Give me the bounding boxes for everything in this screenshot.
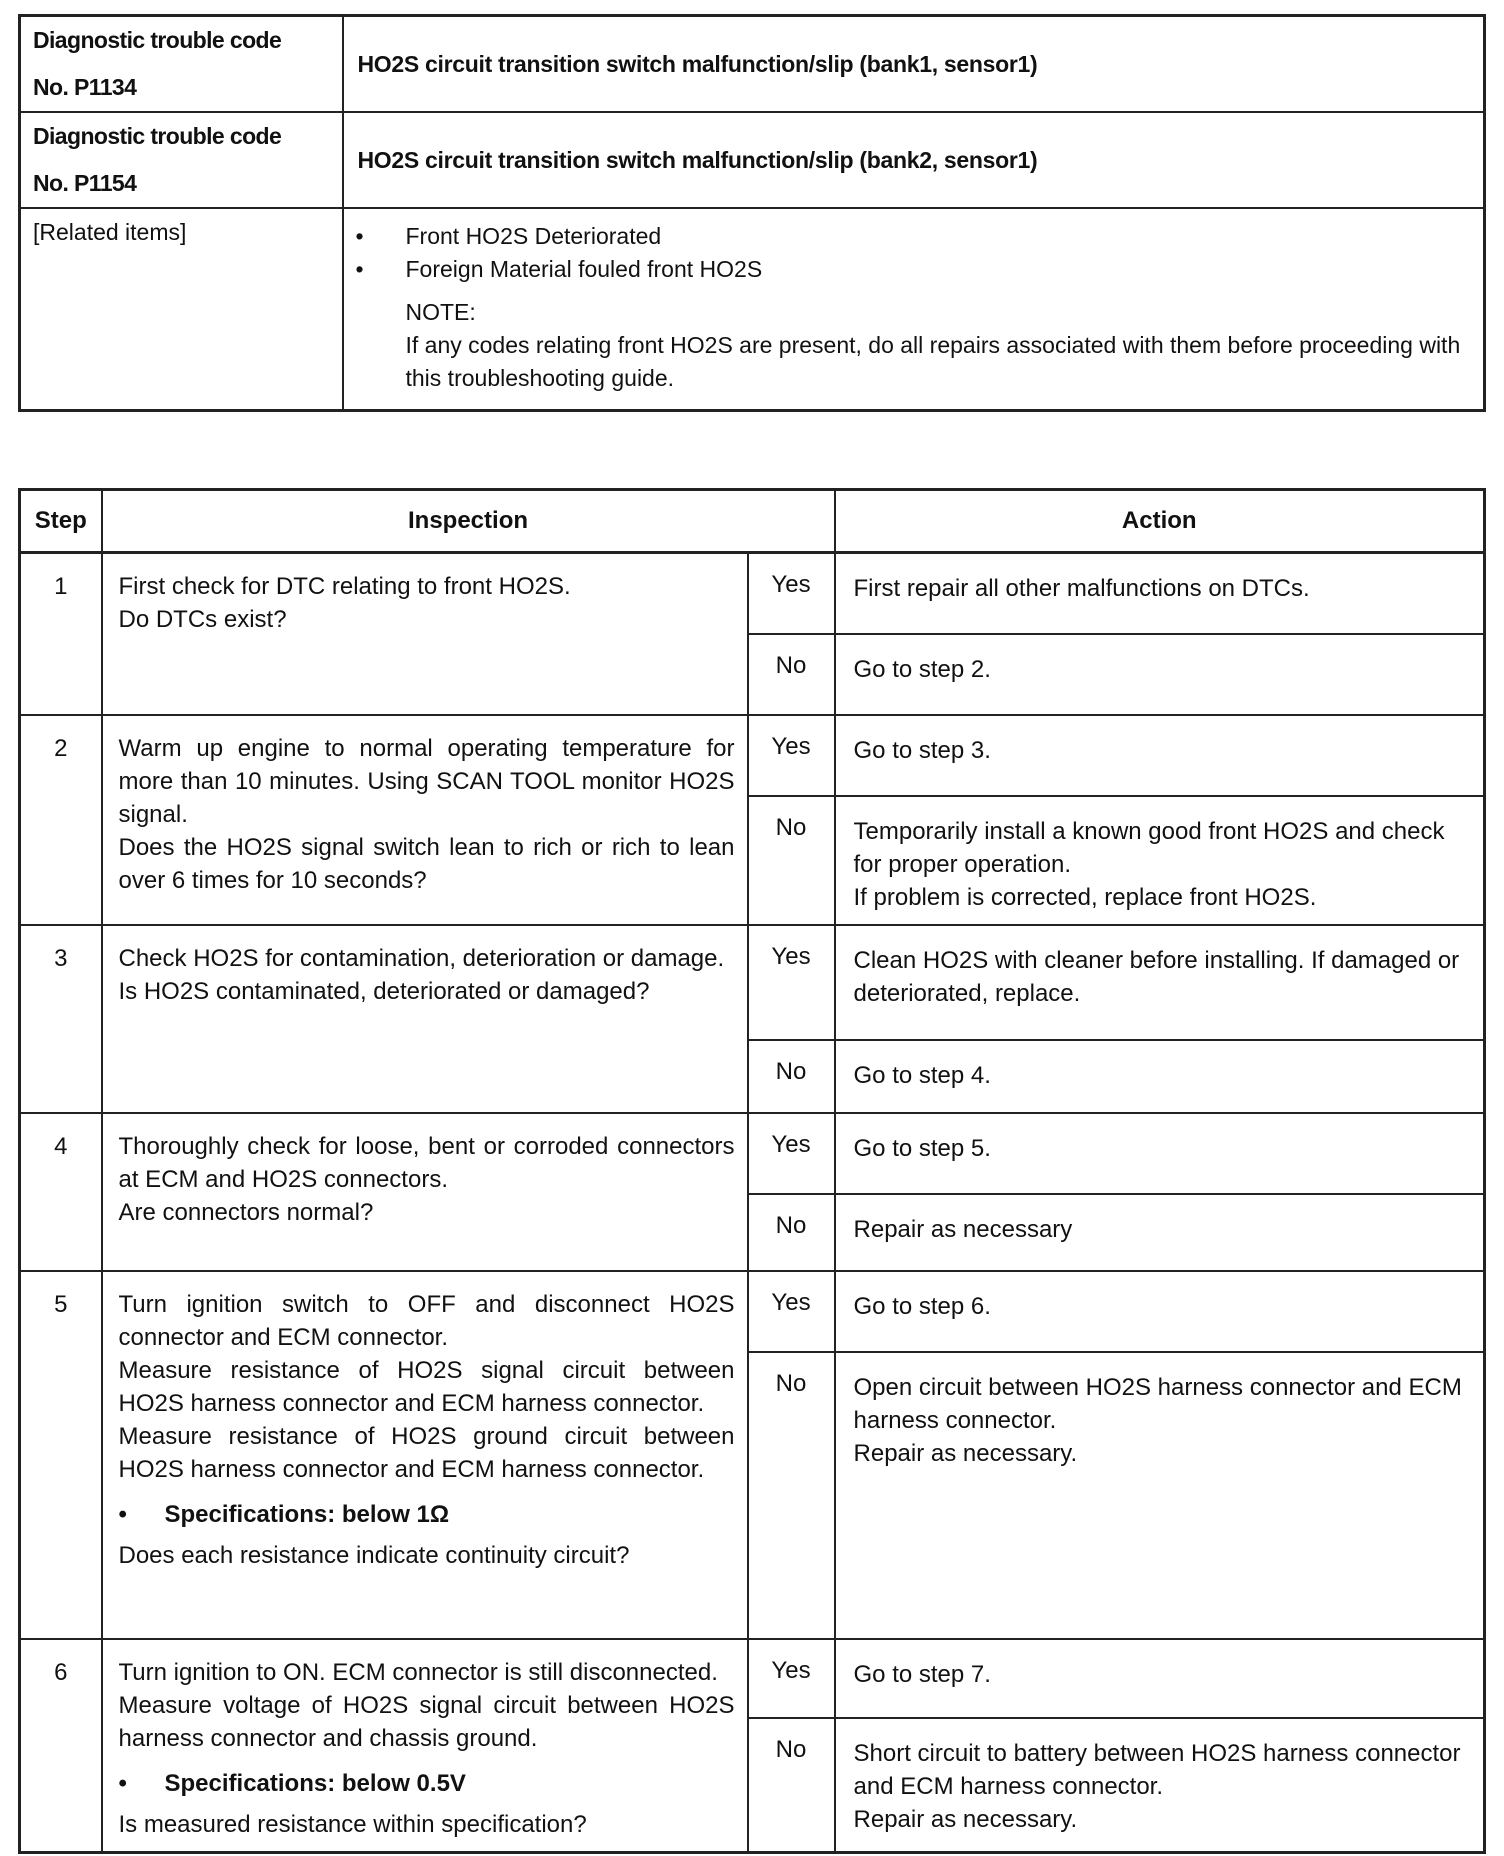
inspection-text: Measure resistance of HO2S ground circuit between HO2S harness connector and ECM harness connector. <box>118 1423 735 1483</box>
inspection-question: Is measured resistance within specification? <box>118 1811 587 1838</box>
inspection-text: Warm up engine to normal operating temperature for more than 10 minutes. Using SCAN TOOL monitor HO2S signal. <box>118 735 735 828</box>
related-items-row <box>20 208 1485 411</box>
action-text: If problem is corrected, replace front HO2S. <box>853 884 1317 911</box>
note-block <box>356 296 1470 395</box>
yes-label: Yes <box>748 1271 835 1352</box>
inspection-text: Measure resistance of HO2S signal circuit between HO2S harness connector and ECM harness connector. <box>118 1357 735 1417</box>
inspection-text: Turn ignition switch to OFF and disconnect HO2S connector and ECM connector. <box>118 1291 735 1351</box>
note-title: NOTE: <box>405 299 476 325</box>
step-number: 6 <box>20 1639 102 1853</box>
yes-label: Yes <box>748 715 835 796</box>
inspection-cell <box>102 1271 748 1639</box>
no-action <box>835 1352 1485 1639</box>
yes-action: Clean HO2S with cleaner before installing. If damaged or deteriorated, replace. <box>835 925 1485 1040</box>
dtc-label-line2: No. P1154 <box>33 170 137 196</box>
related-items-list <box>356 220 1470 286</box>
yes-action: Go to step 3. <box>835 715 1485 796</box>
header-inspection: Inspection <box>102 490 835 553</box>
dtc-code-label <box>20 16 343 113</box>
no-action: Go to step 2. <box>835 634 1485 715</box>
dtc-description: HO2S circuit transition switch malfunction/slip (bank2, sensor1) <box>343 112 1485 208</box>
action-text: Temporarily install a known good front HO2S and check for proper operation. <box>853 818 1445 878</box>
list-item <box>356 253 1470 286</box>
dtc-label-line2: No. P1134 <box>33 74 137 100</box>
action-text: Repair as necessary. <box>853 1806 1078 1833</box>
step-number: 4 <box>20 1113 102 1271</box>
inspection-text: Turn ignition to ON. ECM connector is still disconnected. <box>118 1659 718 1686</box>
inspection-text: First check for DTC relating to front HO2S. <box>118 573 571 600</box>
inspection-text: Do DTCs exist? <box>118 606 287 633</box>
bullet-icon: • <box>118 1770 127 1797</box>
yes-label: Yes <box>748 553 835 635</box>
header-action: Action <box>835 490 1485 553</box>
bullet-icon: • <box>355 256 364 282</box>
yes-action: First repair all other malfunctions on DTCs. <box>835 553 1485 635</box>
table-row <box>20 1113 1485 1194</box>
yes-action: Go to step 6. <box>835 1271 1485 1352</box>
action-text: Open circuit between HO2S harness connector and ECM harness connector. <box>853 1374 1462 1434</box>
note-text: If any codes relating front HO2S are present, do all repairs associated with them before proceeding with this troubleshooting guide. <box>405 332 1461 391</box>
yes-action: Go to step 7. <box>835 1639 1485 1718</box>
no-label: No <box>748 796 835 925</box>
yes-action: Go to step 5. <box>835 1113 1485 1194</box>
table-row <box>20 1639 1485 1718</box>
no-label: No <box>748 1352 835 1639</box>
inspection-cell <box>102 1113 748 1271</box>
specification <box>119 1498 735 1531</box>
dtc-info-table <box>18 14 1486 412</box>
no-action: Go to step 4. <box>835 1040 1485 1113</box>
step-number: 3 <box>20 925 102 1113</box>
no-action <box>835 796 1485 925</box>
troubleshooting-steps-table <box>18 488 1486 1854</box>
dtc-description: HO2S circuit transition switch malfunction/slip (bank1, sensor1) <box>343 16 1485 113</box>
no-label: No <box>748 1194 835 1271</box>
bullet-icon: • <box>118 1501 127 1528</box>
related-item-text: Front HO2S Deteriorated <box>405 223 662 249</box>
table-row <box>20 1271 1485 1352</box>
yes-label: Yes <box>748 925 835 1040</box>
inspection-text: Check HO2S for contamination, deterioration or damage. <box>118 945 725 972</box>
yes-label: Yes <box>748 1639 835 1718</box>
no-label: No <box>748 1718 835 1853</box>
specification <box>119 1767 735 1800</box>
table-header-row <box>20 490 1485 553</box>
inspection-cell <box>102 553 748 716</box>
inspection-text: Measure voltage of HO2S signal circuit between HO2S harness connector and chassis ground. <box>118 1692 735 1752</box>
dtc-row-p1154 <box>20 112 1485 208</box>
action-text: Repair as necessary. <box>853 1440 1078 1467</box>
inspection-text: Are connectors normal? <box>118 1199 374 1226</box>
inspection-text: Is HO2S contaminated, deteriorated or damaged? <box>118 978 650 1005</box>
header-step: Step <box>20 490 102 553</box>
inspection-cell <box>102 925 748 1113</box>
yes-label: Yes <box>748 1113 835 1194</box>
dtc-label-line1: Diagnostic trouble code <box>33 27 282 53</box>
no-action: Repair as necessary <box>835 1194 1485 1271</box>
related-item-text: Foreign Material fouled front HO2S <box>405 256 763 282</box>
dtc-row-p1134 <box>20 16 1485 113</box>
inspection-cell <box>102 715 748 925</box>
no-label: No <box>748 634 835 715</box>
spec-text: Specifications: below 0.5V <box>164 1770 466 1797</box>
dtc-label-line1: Diagnostic trouble code <box>33 123 282 149</box>
bullet-icon: • <box>355 223 364 249</box>
related-items-label: [Related items] <box>20 208 343 411</box>
table-row <box>20 553 1485 635</box>
inspection-cell <box>102 1639 748 1853</box>
step-number: 2 <box>20 715 102 925</box>
list-item <box>356 220 1470 253</box>
dtc-code-label <box>20 112 343 208</box>
table-row <box>20 715 1485 796</box>
spec-text: Specifications: below 1Ω <box>164 1501 450 1528</box>
inspection-question: Does each resistance indicate continuity circuit? <box>118 1542 630 1569</box>
action-text: Short circuit to battery between HO2S harness connector and ECM harness connector. <box>853 1740 1461 1800</box>
table-row <box>20 925 1485 1040</box>
related-items-cell <box>343 208 1485 411</box>
step-number: 1 <box>20 553 102 716</box>
inspection-text: Thoroughly check for loose, bent or corroded connectors at ECM and HO2S connectors. <box>118 1133 735 1193</box>
no-action <box>835 1718 1485 1853</box>
no-label: No <box>748 1040 835 1113</box>
step-number: 5 <box>20 1271 102 1639</box>
inspection-text: Does the HO2S signal switch lean to rich or rich to lean over 6 times for 10 seconds? <box>118 834 735 894</box>
